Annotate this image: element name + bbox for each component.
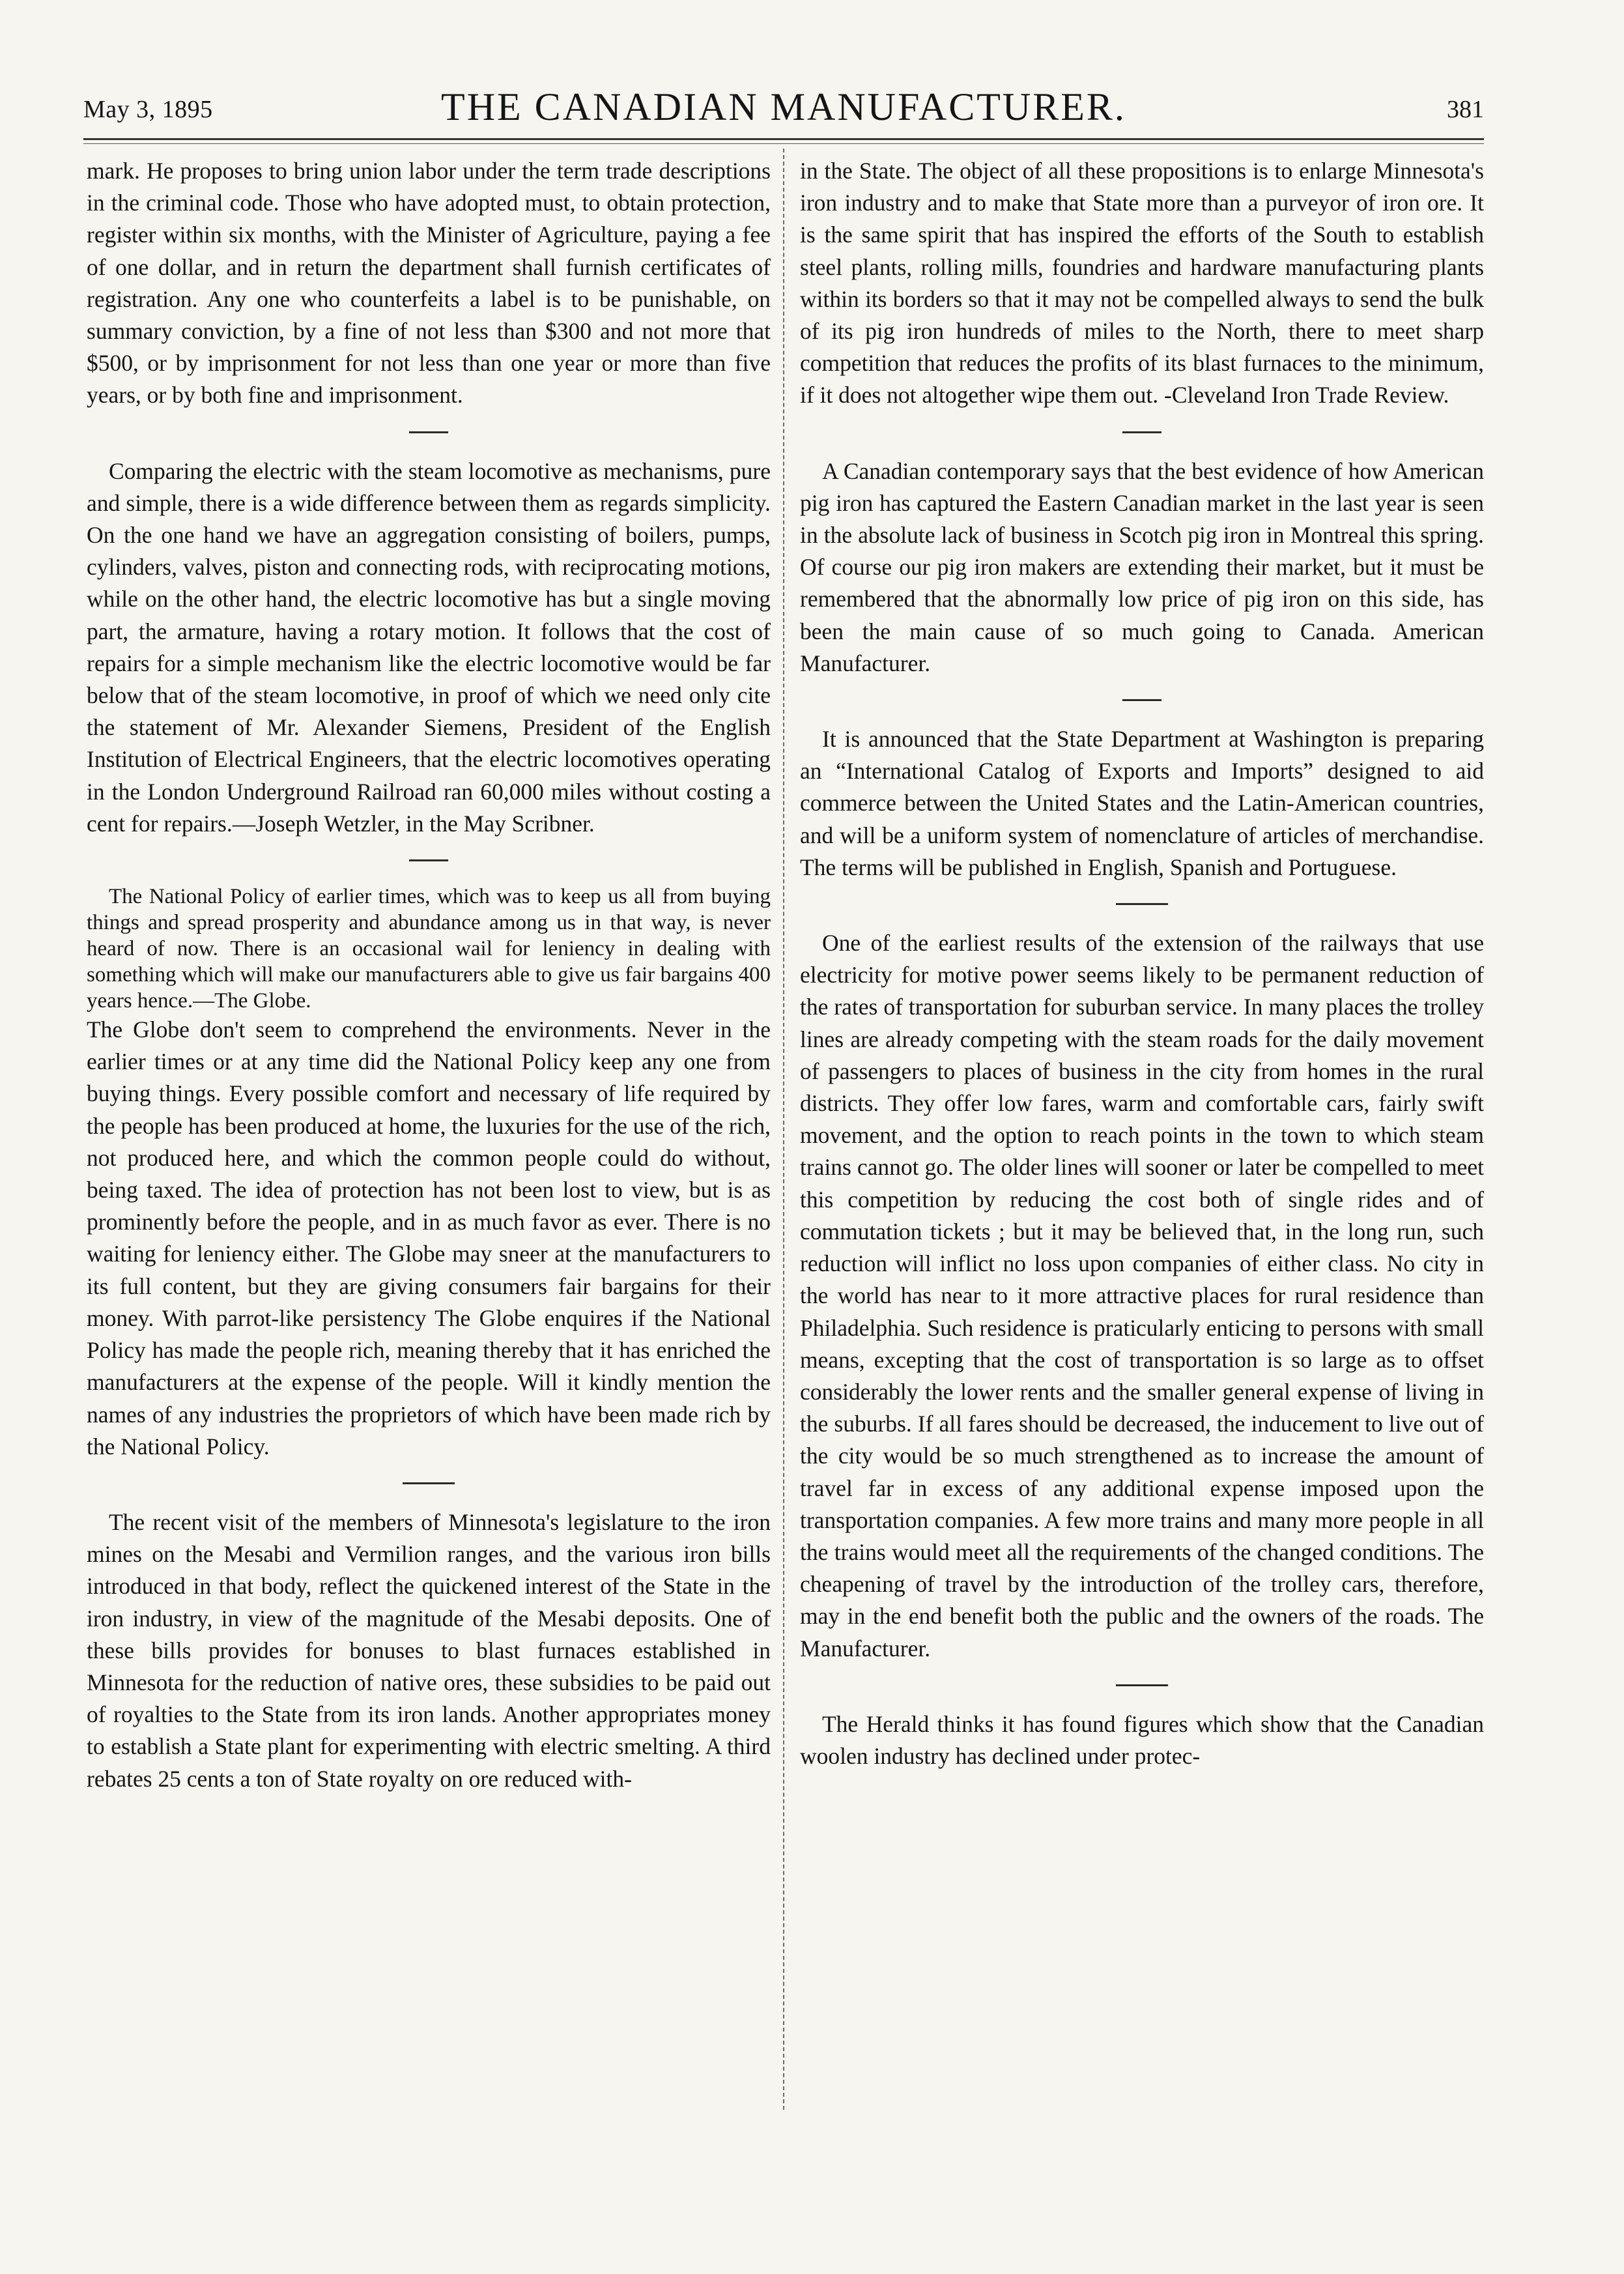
article-globe-reply: The Globe don't seem to comprehend the environments. Never in the earlier times or at any time did the National Policy keep any one from buying things. Every possible comfort and necessary of life required by the people has been produced at home, the luxuries for the use of the rich, not produced here, and which the common people could do without, being taxed. The idea of protection has not been lost to view, but is as prominently before the people, and in as much favor as ever. There is no waiting for leniency either. The Globe may sneer at the manufacturers to its full content, but they are giving consumers fair bargains for their money. With parrot-like persistency The Globe enquires if the National Policy has made the people rich, meaning thereby that it has enriched the manufacturers at the expense of the people. Will it kindly mention the names of any industries the proprietors of which have been made rich by the National Policy. (87, 1016, 771, 1460)
page-number: 381 (1447, 96, 1484, 123)
issue-date: May 3, 1895 (83, 96, 213, 123)
section-separator (1122, 431, 1161, 433)
section-separator (409, 859, 448, 861)
article-trolley-lines: One of the earliest results of the extension of the railways that use electricity for motive power seems likely to be permanent reduction of the rates of transportation for suburban service. In many places the trolley lines are already competing with the steam roads for the daily movement of passengers to places of business in the city from homes in the rural districts. They offer low fares, warm and comfortable cars, fairly swift movement, and the option to reach points in the town to which steam trains cannot go. The older lines will sooner or later be compelled to meet this competition by reducing the cost both of single rides and of commutation tickets ; but it may be believed that, in the long run, such reduction will inflict no loss upon companies of either class. No city in the world has near to it more attractive places for rural residence than Philadelphia. Such residence is praticularly enticing to persons with small means, excepting that the cost of transportation is so large as to offset considerably the lower rents and the smaller general expense of living in the suburbs. If all fares should be decreased, the inducement to live out of the city would be so much strengthened as to increase the amount of travel far in excess of any additional expense imposed upon the transportation companies. A few more trains and many more people in all the trains would meet all the requirements of the changed conditions. The cheapening of travel by the introduction of the trolley cars, therefore, may in the end benefit both the public and the owners of the roads. The Manufacturer. (800, 930, 1484, 1662)
section-separator (1116, 1684, 1168, 1686)
section-separator (403, 1482, 455, 1484)
masthead (83, 79, 1484, 132)
right-column (800, 155, 1484, 1772)
article-minnesota-iron: The recent visit of the members of Minnesota's legislature to the iron mines on the Mesabi and Vermilion ranges, and the various iron bills introduced in that body, reflect the quickened interest of the State in the iron industry, in view of the magnitude of the Mesabi deposits. One of these bills provides for bonuses to blast furnaces established in Minnesota for the reduction of native ores, these subsidies to be paid out of royalties to the State from its iron lands. Another appropriates money to establish a State plant for experimenting with electric smelting. A third rebates 25 cents a ton of State royalty on ore reduced with- (87, 1508, 771, 1792)
section-separator (409, 431, 448, 433)
header-rule (83, 138, 1484, 140)
header-rule-thin (83, 143, 1484, 144)
article-export-catalog: It is announced that the State Department at Washington is preparing an “International Catalog of Exports and Imports” designed to aid commerce between the United States and the Latin-American countries, and will be a uniform system of nomenclature of articles of merchandise. The terms will be published in English, Spanish and Portuguese. (800, 726, 1484, 880)
publication-title: THE CANADIAN MANUFACTURER. (441, 85, 1126, 128)
section-separator (1122, 699, 1161, 701)
article-union-label: mark. He proposes to bring union labor under the term trade descriptions in the criminal code. Those who have adopted must, to obtain protection, register within six months, with the Minister of Agriculture, paying a fee of one dollar, and in return the department shall furnish certificates of registration. Any one who counterfeits a label is to be punishable, on summary conviction, by a fine of not less than $300 and not more that $500, or by imprisonment for not less than one year or more than five years, or by both fine and imprisonment. (87, 158, 771, 409)
section-separator (1116, 903, 1168, 905)
column-divider (783, 149, 784, 2110)
left-column (87, 155, 771, 1795)
article-globe-quote: The National Policy of earlier times, which was to keep us all from buying things and spread prosperity and abundance among us in that way, is never heard of now. There is an occasional wail for leniency in dealing with something which will make our manufacturers able to give us fair bargains 400 years hence.—The Globe. (87, 885, 771, 1013)
article-minnesota-iron-continued: in the State. The object of all these propositions is to enlarge Minnesota's iron industry and to make that State more than a purveyor of iron ore. It is the same spirit that has inspired the efforts of the South to establish steel plants, rolling mills, foundries and hardware manufacturing plants within its borders so that it may not be compelled always to send the bulk of its pig iron hundreds of miles to the North, there to meet sharp competition that reduces the profits of its blast furnaces to the minimum, if it does not altogether wipe them out. -Cleveland Iron Trade Review. (800, 158, 1484, 409)
article-pig-iron-market: A Canadian contemporary says that the best evidence of how American pig iron has captured the Eastern Canadian market in the last year is seen in the absolute lack of business in Scotch pig iron in Montreal this spring. Of course our pig iron makers are extending their market, but it must be remembered that the abnormally low price of pig iron on this side, has been the main cause of so much going to Canada. American Manufacturer. (800, 457, 1484, 676)
article-woolen-industry: The Herald thinks it has found figures which show that the Canadian woolen industry has declined under protec- (800, 1710, 1484, 1769)
article-electric-locomotive: Comparing the electric with the steam locomotive as mechanisms, pure and simple, there is a wide difference between them as regards simplicity. On the one hand we have an aggregation consisting of boilers, pumps, cylinders, valves, piston and connecting rods, with reciprocating motions, while on the other hand, the electric locomotive has but a single moving part, the armature, having a rotary motion. It follows that the cost of repairs for a simple mechanism like the electric locomotive would be far below that of the steam locomotive, in proof of which we need only cite the statement of Mr. Alexander Siemens, President of the English Institution of Electrical Engineers, that the electric locomotives operating in the London Underground Railroad ran 60,000 miles without costing a cent for repairs.—Joseph Wetzler, in the May Scribner. (87, 457, 771, 837)
